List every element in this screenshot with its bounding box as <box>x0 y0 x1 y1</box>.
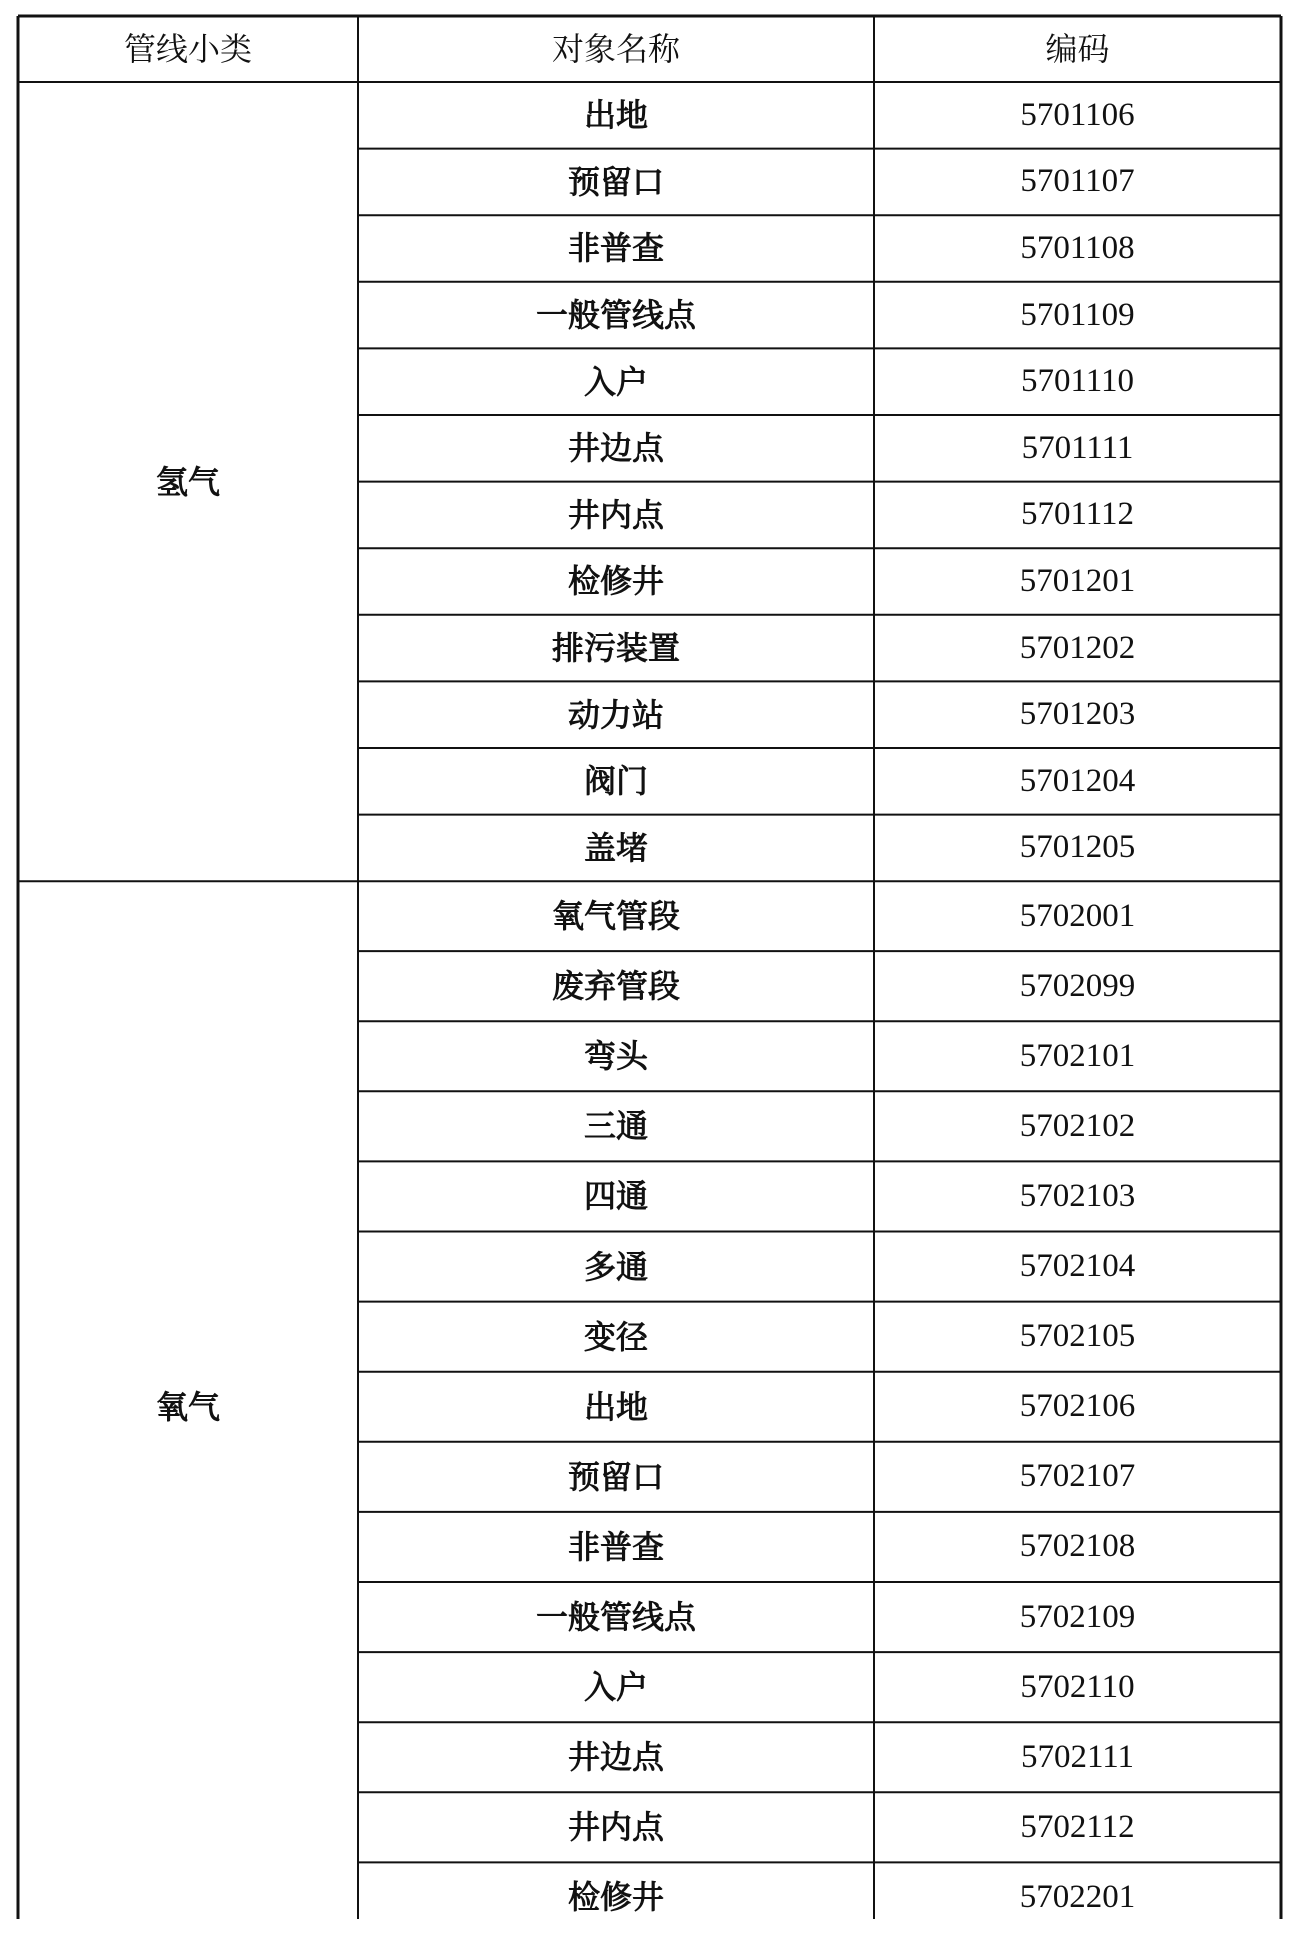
code-cell: 5701201 <box>1019 562 1136 599</box>
code-cell: 5702105 <box>1019 1318 1136 1355</box>
object-name-cell: 入户 <box>583 1668 648 1707</box>
object-name-cell: 井边点 <box>567 429 664 468</box>
object-name-cell: 盖堵 <box>583 828 648 867</box>
object-name-cell: 出地 <box>583 96 648 135</box>
object-name-cell: 三通 <box>583 1107 648 1146</box>
object-name-cell: 检修井 <box>567 1878 664 1917</box>
object-name-cell: 出地 <box>583 1387 648 1426</box>
object-name-cell: 阀门 <box>583 762 648 801</box>
object-name-cell: 一般管线点 <box>535 296 696 335</box>
code-cell: 5701107 <box>1020 163 1135 200</box>
object-name-cell: 动力站 <box>567 695 664 734</box>
object-name-cell: 非普查 <box>567 1527 664 1566</box>
category-cell: 氢气 <box>155 462 220 501</box>
object-name-cell: 非普查 <box>567 229 664 268</box>
object-name-cell: 氧气管段 <box>551 897 680 936</box>
code-cell: 5701111 <box>1021 429 1134 466</box>
code-cell: 5701106 <box>1020 96 1135 133</box>
object-name-cell: 预留口 <box>567 1457 664 1496</box>
object-name-cell: 井内点 <box>567 495 664 534</box>
code-cell: 5701205 <box>1019 829 1136 866</box>
object-name-cell: 排污装置 <box>551 629 680 668</box>
code-cell: 5702111 <box>1020 1738 1135 1775</box>
code-cell: 5701204 <box>1019 762 1136 799</box>
code-cell: 5702099 <box>1019 967 1136 1004</box>
category-cell: 氧气 <box>155 1387 220 1426</box>
code-cell: 5701203 <box>1019 696 1136 733</box>
code-cell: 5702110 <box>1020 1668 1135 1705</box>
object-name-cell: 入户 <box>583 362 648 401</box>
code-cell: 5702001 <box>1019 897 1136 934</box>
code-cell: 5702106 <box>1019 1388 1136 1425</box>
code-cell: 5701112 <box>1020 496 1135 533</box>
code-cell: 5702104 <box>1019 1248 1136 1285</box>
code-cell: 5701110 <box>1020 363 1135 400</box>
code-cell: 5702201 <box>1019 1878 1136 1915</box>
object-name-cell: 四通 <box>583 1177 648 1216</box>
object-name-cell: 预留口 <box>567 162 664 201</box>
object-name-cell: 多通 <box>583 1247 648 1286</box>
object-name-cell: 变径 <box>583 1317 648 1356</box>
header-code: 编码 <box>1045 30 1110 68</box>
code-cell: 5702108 <box>1019 1528 1136 1565</box>
code-cell: 5702101 <box>1019 1037 1136 1074</box>
code-cell: 5701202 <box>1019 629 1136 666</box>
object-name-cell: 弯头 <box>583 1037 648 1076</box>
code-cell: 5702112 <box>1020 1808 1135 1845</box>
object-name-cell: 检修井 <box>567 562 664 601</box>
object-name-cell: 一般管线点 <box>535 1598 696 1637</box>
object-name-cell: 井边点 <box>567 1738 664 1777</box>
header-object-name: 对象名称 <box>551 30 680 68</box>
object-name-cell: 废弃管段 <box>551 967 680 1006</box>
code-cell: 5702102 <box>1019 1107 1136 1144</box>
code-cell: 5702103 <box>1019 1177 1136 1214</box>
code-cell: 5701109 <box>1020 296 1135 333</box>
code-cell: 5702107 <box>1019 1458 1136 1495</box>
code-cell: 5702109 <box>1019 1598 1136 1635</box>
object-name-cell: 井内点 <box>567 1808 664 1847</box>
header-category: 管线小类 <box>123 30 252 68</box>
code-cell: 5701108 <box>1020 229 1135 266</box>
